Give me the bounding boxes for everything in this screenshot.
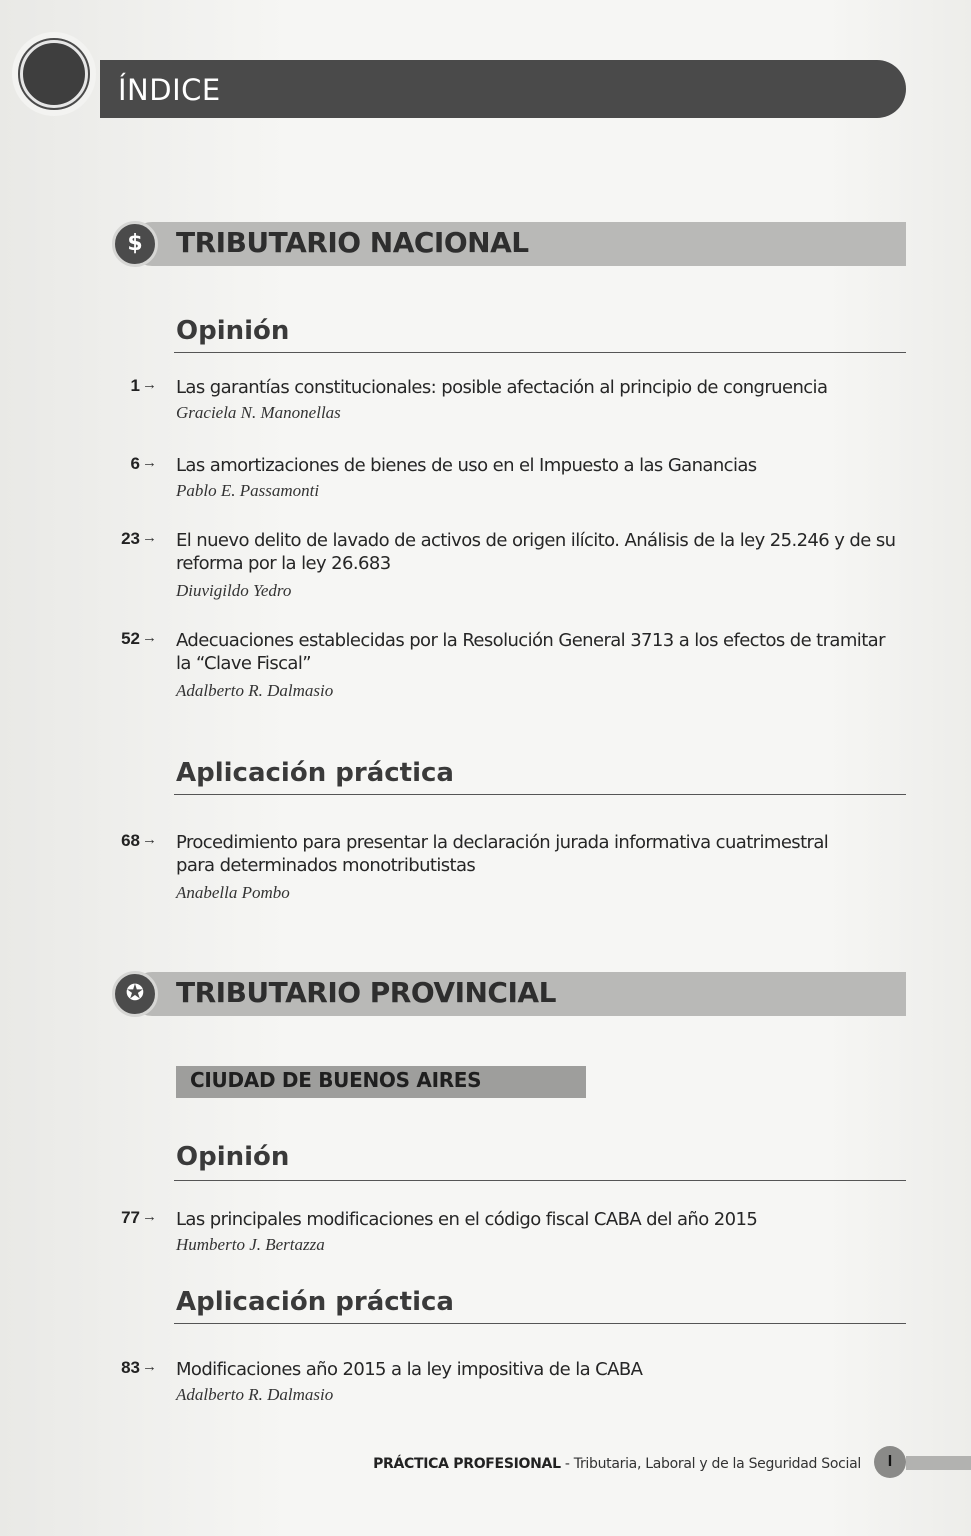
page-number: 52	[121, 629, 140, 648]
page-number-badge: I	[874, 1446, 906, 1478]
entry-title: Adecuaciones establecidas por la Resolución General 3713 a los efectos de tramitar la “Clave Fiscal”	[176, 630, 885, 674]
arrow-right-icon: →	[142, 1208, 157, 1225]
divider	[174, 1323, 906, 1324]
entry-title: Las principales modificaciones en el código fiscal CABA del año 2015	[176, 1209, 758, 1230]
page-title: ÍNDICE	[118, 73, 221, 107]
entry-author: Anabella Pombo	[176, 883, 290, 902]
entry-author: Pablo E. Passamonti	[176, 481, 320, 500]
footer-subtitle: Tributaria, Laboral y de la Seguridad Social	[573, 1456, 861, 1472]
page-number: 68	[121, 831, 140, 850]
entry-title: Las garantías constitucionales: posible afectación al principio de congruencia	[176, 377, 828, 398]
category-aplicacion-practica: Aplicación práctica	[176, 1287, 454, 1317]
entry-author: Graciela N. Manonellas	[176, 403, 341, 422]
entry-author: Humberto J. Bertazza	[176, 1235, 325, 1254]
entry-title: Modificaciones año 2015 a la ley impositiva de la CABA	[176, 1359, 643, 1380]
divider	[174, 352, 906, 353]
footer-tab	[906, 1456, 971, 1470]
arrow-right-icon: →	[142, 454, 157, 471]
entry-title: Las amortizaciones de bienes de uso en el Impuesto a las Ganancias	[176, 455, 757, 476]
footer-separator: -	[560, 1456, 574, 1472]
subsection-title: CIUDAD DE BUENOS AIRES	[190, 1068, 482, 1092]
divider	[174, 1180, 906, 1181]
entry-author: Adalberto R. Dalmasio	[176, 681, 334, 700]
arrow-right-icon: →	[142, 529, 157, 546]
section-title-provincial: TRIBUTARIO PROVINCIAL	[176, 976, 556, 1009]
entry-title: Procedimiento para presentar la declaración jurada informativa cuatrimestral para determinados monotributistas	[176, 832, 829, 876]
category-opinion: Opinión	[176, 1142, 290, 1172]
page-number: 23	[121, 529, 140, 548]
category-opinion: Opinión	[176, 316, 290, 346]
banner-inner-circle-icon	[20, 40, 88, 108]
arrow-right-icon: →	[142, 831, 157, 848]
arrow-right-icon: →	[142, 629, 157, 646]
section-title-nacional: TRIBUTARIO NACIONAL	[176, 226, 529, 259]
divider	[174, 794, 906, 795]
compass-icon: ✪	[112, 971, 158, 1017]
entry-title: El nuevo delito de lavado de activos de origen ilícito. Análisis de la ley 25.246 y de su reforma por la ley 26.683	[176, 530, 896, 574]
footer-publication: PRÁCTICA PROFESIONAL	[373, 1456, 561, 1472]
page-number: 1	[130, 376, 140, 395]
entry-author: Diuvigildo Yedro	[176, 581, 292, 600]
index-banner	[100, 60, 906, 118]
page-number: 83	[121, 1358, 140, 1377]
category-aplicacion-practica: Aplicación práctica	[176, 758, 454, 788]
arrow-right-icon: →	[142, 376, 157, 393]
page-number: 77	[121, 1208, 140, 1227]
page-number: 6	[130, 454, 140, 473]
money-bag-icon: $	[112, 221, 158, 267]
arrow-right-icon: →	[142, 1358, 157, 1375]
footer	[373, 1456, 861, 1472]
entry-author: Adalberto R. Dalmasio	[176, 1385, 334, 1404]
